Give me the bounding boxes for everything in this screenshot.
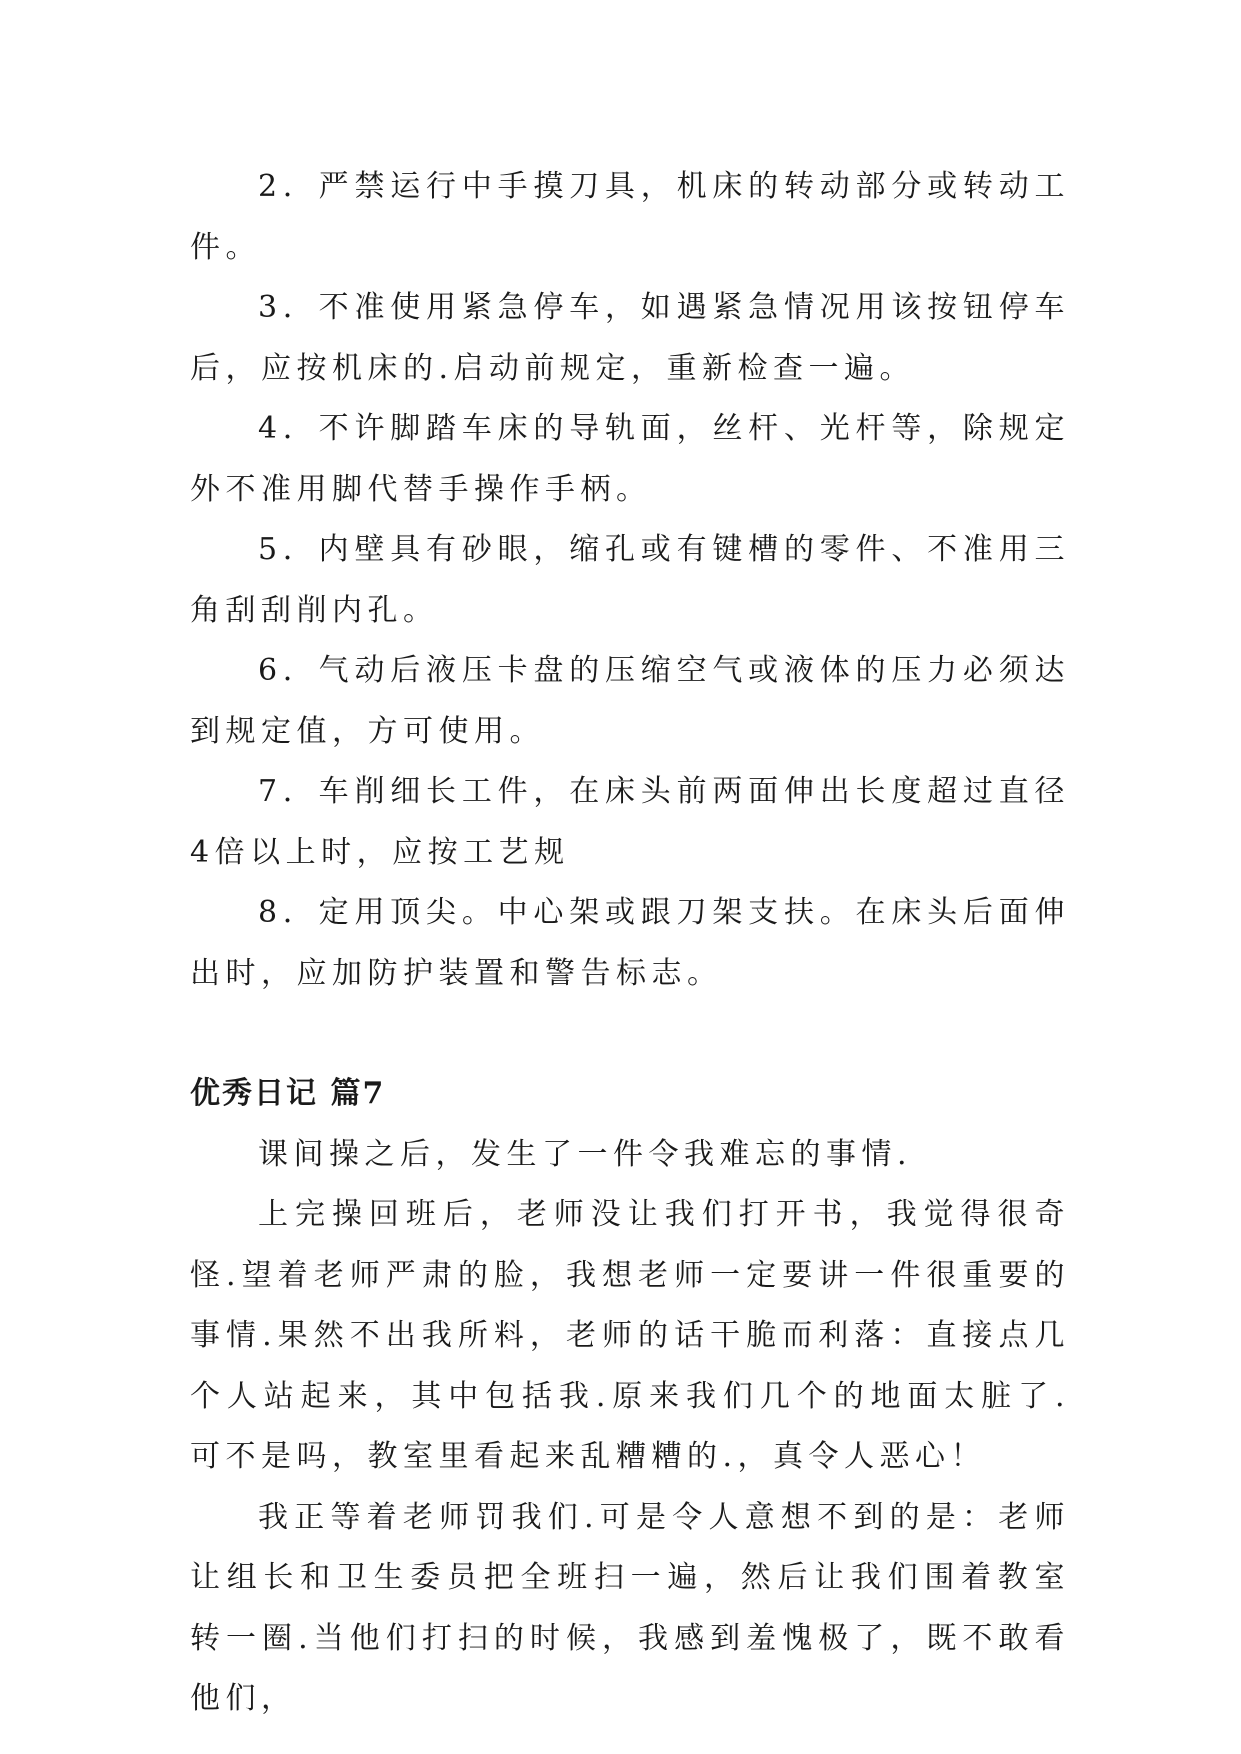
- diary-paragraph-1: 课间操之后，发生了一件令我难忘的事情.: [258, 1136, 913, 1172]
- diary-heading: 优秀日记 篇7: [190, 1076, 386, 1111]
- rule-paragraph-2: 2．严禁运行中手摸刀具，机床的转动部分或转动工件。: [190, 169, 1070, 265]
- diary-paragraph-3: 我正等着老师罚我们.可是令人意想不到的是：老师让组长和卫生委员把全班扫一遍，然后让我们围着教室转一圈.当他们打扫的时候，我感到羞愧极了，既不敢看他们，: [190, 1499, 1070, 1716]
- safety-rules-section: [190, 157, 1070, 1004]
- rule-paragraph-4: 4．不许脚踏车床的导轨面，丝杆、光杆等，除规定外不准用脚代替手操作手柄。: [190, 411, 1070, 507]
- diary-paragraph-2: 上完操回班后，老师没让我们打开书，我觉得很奇怪.望着老师严肃的脸，我想老师一定要讲一件很重要的事情.果然不出我所料，老师的话干脆而利落：直接点几个人站起来，其中包括我.原来我们几个的地面太脏了.可不是吗，教室里看起来乱糟糟的.，真令人恶心！: [190, 1197, 1070, 1474]
- rule-paragraph-8: 8．定用顶尖。中心架或跟刀架支扶。在床头后面伸出时，应加防护装置和警告标志。: [190, 895, 1070, 991]
- rule-paragraph-5: 5．内壁具有砂眼，缩孔或有键槽的零件、不准用三角刮刮削内孔。: [190, 532, 1070, 628]
- rule-paragraph-7: 7．车削细长工件，在床头前两面伸出长度超过直径4倍以上时，应按工艺规: [190, 774, 1070, 870]
- document-page: [190, 157, 1070, 1730]
- rule-paragraph-3: 3．不准使用紧急停车，如遇紧急情况用该按钮停车后，应按机床的.启动前规定，重新检查一遍。: [190, 290, 1070, 386]
- diary-section: [190, 1064, 1070, 1730]
- rule-paragraph-6: 6．气动后液压卡盘的压缩空气或液体的压力必须达到规定值，方可使用。: [190, 653, 1070, 749]
